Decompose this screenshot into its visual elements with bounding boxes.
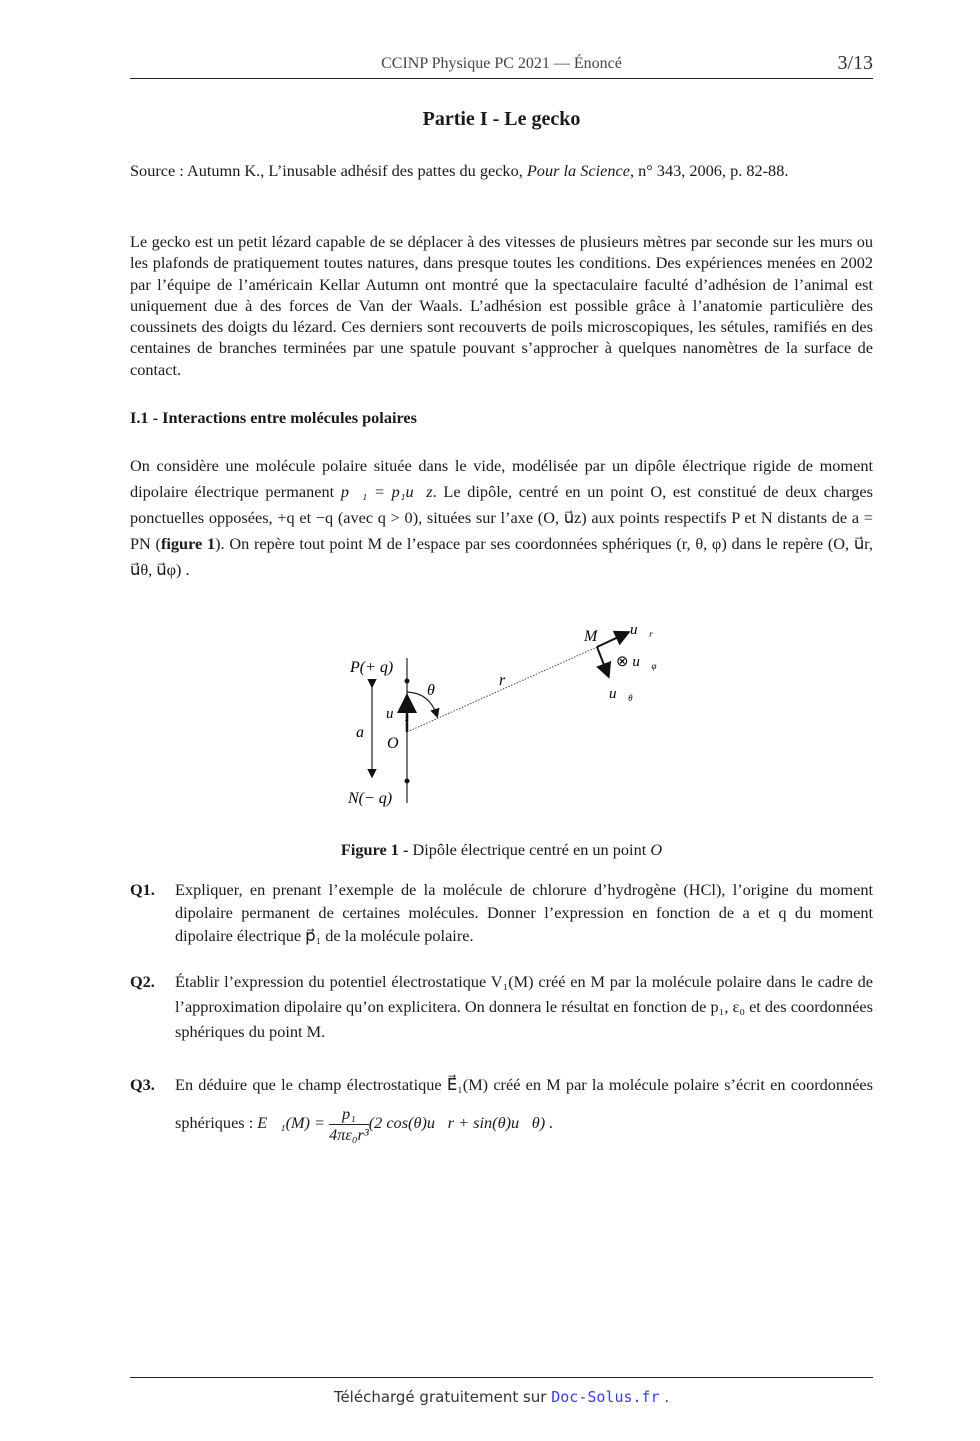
header-title: CCINP Physique PC 2021 — Énoncé <box>381 55 622 72</box>
formula-numerator: p₁ <box>329 1104 369 1125</box>
figure-reference: figure 1 <box>160 534 216 553</box>
svg-text:u⃗z: $u⃗_z$ <box>386 706 409 723</box>
source-journal: Pour la Science <box>526 161 630 180</box>
section-text-3: ). On repère tout point M de l’espace par ses coordonnées sphériques (r, θ, φ) dans le repère (O, u⃗r, u⃗θ, u⃗φ) . <box>130 534 873 579</box>
svg-text:u⃗r: $u⃗_r$ <box>630 622 653 639</box>
doc-solus-link[interactable]: Doc-Solus.fr <box>551 1388 660 1406</box>
question-text: Établir l’expression du potentiel électrostatique V₁(M) créé en M par la molécule polaire dans le cadre de l’approximation dipolaire qu’on explicitera. On donnera le résultat en fonction de p₁, ε₀ et des coordonnées sphériques du point M. <box>175 972 873 1041</box>
footer-suffix: . <box>659 1388 670 1406</box>
dipole-moment-math: p⃗₁ = p₁u⃗z <box>340 482 433 501</box>
dipole-figure <box>330 610 680 810</box>
footer-divider <box>130 1377 873 1378</box>
formula-rhs: (2 cos(θ)u⃗r + sin(θ)u⃗θ) . <box>368 1113 554 1133</box>
formula-fraction <box>329 1104 369 1145</box>
question-label: Q2. <box>130 972 155 991</box>
question-3 <box>130 1066 873 1145</box>
section-text-1: On considère une molécule polaire située dans le vide, modélisée par un dipôle électrique rigide de moment dipolaire électrique permanent <box>130 456 873 501</box>
svg-text:M: M <box>584 628 598 645</box>
caption-label: Figure 1 - <box>340 840 409 859</box>
intro-paragraph: Le gecko est un petit lézard capable de se déplacer à des vitesses de plusieurs mètres par seconde sur les murs ou les plafonds de pratiquement toutes natures, dans presque toutes les conditions. Des expériences menées en 2002 par l’équipe de l’américain Kellar Autumn ont montré que la spectaculaire faculté d’adhésion de l’animal est uniquement due à des forces de Van der Waals. L’adhésion est possible grâce à l’anatomie particulière des coussinets des doigts du lézard. Ces derniers sont recouverts de poils microscopiques, les sétules, ramifiés en des centaines de branches terminées par une spatule pouvant s’approcher à quelques nanomètres de la surface de contact. <box>130 232 873 379</box>
caption-text: Dipôle électrique centré en un point <box>408 840 651 859</box>
svg-text:a: a <box>356 724 364 741</box>
part-title: Partie I - Le gecko <box>422 108 581 130</box>
formula-lhs: E⃗₁(M) = <box>257 1113 330 1133</box>
question-label: Q3. <box>130 1075 155 1094</box>
question-text <box>175 1066 873 1145</box>
page-number: 3/13 <box>837 52 873 74</box>
source-citation <box>130 160 873 181</box>
svg-text:⊗ u⃗φ: ⊗ $u⃗_\varphi$ <box>616 654 657 671</box>
section-paragraph <box>130 453 873 583</box>
source-prefix: Source : Autumn K., L’inusable adhésif des pattes du gecko, <box>130 161 527 180</box>
svg-text:u⃗θ: $u⃗_\theta$ <box>609 686 633 703</box>
page-header <box>130 52 873 79</box>
svg-text:P(+ q): P(+ q) <box>350 659 394 676</box>
section-title: I.1 - Interactions entre molécules polaires <box>130 408 417 427</box>
question-label: Q1. <box>130 880 155 899</box>
caption-point: O <box>650 840 663 859</box>
section-text-2: . Le dipôle, centré en un point O, est constitué de deux charges ponctuelles opposées, +q et −q (avec q > 0), situées sur l’axe (O, u⃗z) aux points respectifs P et N distants de a = PN ( <box>130 482 873 553</box>
dipole-diagram <box>330 610 680 810</box>
source-suffix: , n° 343, 2006, p. 82-88. <box>629 161 789 180</box>
question-2 <box>130 969 873 1044</box>
question-text: Expliquer, en prenant l’exemple de la molécule de chlorure d’hydrogène (HCl), l’origine du moment dipolaire permanent de certaines molécules. Donner l’expression en fonction de a et q du moment dipolaire électrique p⃗₁ de la molécule polaire. <box>175 880 873 945</box>
svg-text:r: r <box>499 672 506 689</box>
svg-text:θ: θ <box>427 682 435 699</box>
svg-text:O: O <box>387 735 399 752</box>
formula-denominator: 4πε₀r³ <box>329 1125 369 1144</box>
svg-text:N(− q): N(− q) <box>348 790 393 807</box>
figure-caption <box>130 840 873 860</box>
question-3-text: En déduire que le champ électrostatique E⃗₁(M) créé en M par la molécule polaire s’écrit en coordonnées sphériques : <box>175 1075 873 1133</box>
question-1 <box>130 878 873 947</box>
footer-prefix: Téléchargé gratuitement sur <box>333 1388 552 1406</box>
page-footer <box>130 1388 873 1406</box>
